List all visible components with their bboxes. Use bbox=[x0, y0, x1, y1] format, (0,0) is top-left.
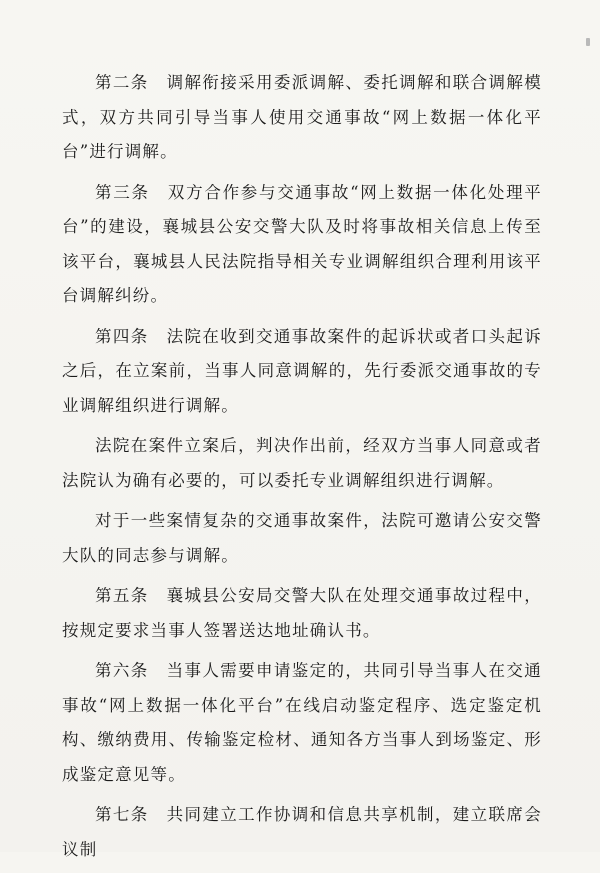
paragraph-text: 对于一些案情复杂的交通事故案件，法院可邀请公安交警大队的同志参与调解。 bbox=[62, 511, 542, 565]
paragraph-article-6 bbox=[62, 654, 542, 792]
paragraph-text: 共同建立工作协调和信息共享机制，建立联席会议制 bbox=[62, 805, 542, 859]
paragraph-text: 襄城县公安局交警大队在处理交通事故过程中，按规定要求当事人签署送达地址确认书。 bbox=[62, 586, 542, 640]
paragraph-text: 法院在收到交通事故案件的起诉状或者口头起诉之后，在立案前，当事人同意调解的，先行委派交通事故的专业调解组织进行调解。 bbox=[62, 326, 542, 415]
article-number: 第六条 bbox=[95, 661, 149, 680]
paragraph-text: 法院在案件立案后，判决作出前，经双方当事人同意或者法院认为确有必要的，可以委托专业调解组织进行调解。 bbox=[62, 436, 542, 490]
paragraph-text: 调解衔接采用委派调解、委托调解和联合调解模式，双方共同引导当事人使用交通事故“网上数据一体化平台”进行调解。 bbox=[62, 73, 542, 161]
paragraph-article-7 bbox=[62, 798, 542, 867]
article-number: 第五条 bbox=[95, 586, 149, 605]
paragraph-article-4 bbox=[62, 320, 542, 424]
paragraph-text: 双方合作参与交通事故“网上数据一体化处理平台”的建设，襄城县公安交警大队及时将事故相关信息上传至该平台，襄城县人民法院指导相关专业调解组织合理利用该平台调解纠纷。 bbox=[62, 182, 542, 305]
paragraph-article-4-continued-2 bbox=[62, 504, 542, 573]
document-body bbox=[62, 66, 542, 873]
article-number: 第四条 bbox=[95, 326, 149, 346]
article-number: 第七条 bbox=[95, 805, 149, 824]
paragraph-article-2 bbox=[62, 66, 542, 170]
scan-artifact bbox=[586, 38, 590, 46]
paragraph-article-4-continued-1 bbox=[62, 429, 542, 498]
paragraph-text: 当事人需要申请鉴定的，共同引导当事人在交通事故“网上数据一体化平台”在线启动鉴定程序、选定鉴定机构、缴纳费用、传输鉴定检材、通知各方当事人到场鉴定、形成鉴定意见等。 bbox=[62, 661, 542, 784]
article-number: 第二条 bbox=[95, 73, 149, 92]
paragraph-article-5 bbox=[62, 579, 542, 648]
paragraph-article-3 bbox=[62, 176, 542, 314]
article-number: 第三条 bbox=[95, 182, 150, 202]
